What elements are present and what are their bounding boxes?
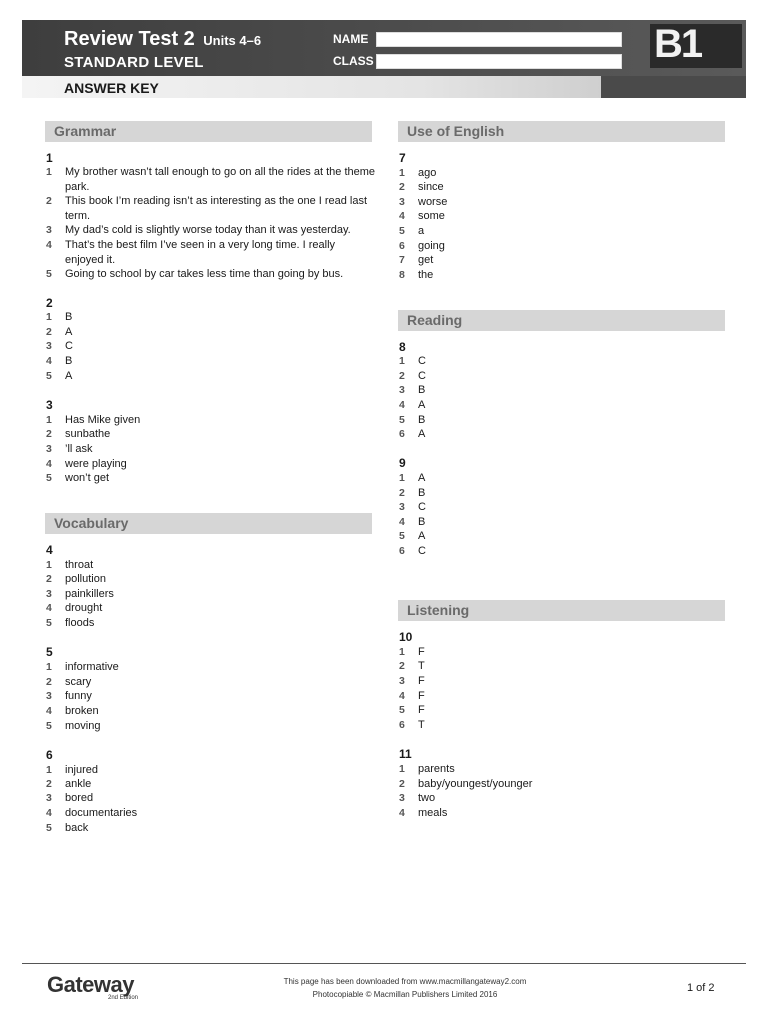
list-item: 5 F [399, 704, 425, 716]
list-item: 4 broken [46, 705, 99, 717]
list-item: 3 C [46, 340, 73, 352]
exercise-number: 2 [46, 296, 53, 310]
header-banner [22, 20, 746, 76]
exercise-number: 9 [399, 456, 406, 470]
list-item: 3 C [399, 501, 426, 513]
exercise-number: 3 [46, 398, 53, 412]
section-listening [398, 600, 725, 621]
list-item: 4 B [46, 355, 73, 367]
list-item: 4 B [399, 516, 426, 528]
exercise-number: 8 [399, 340, 406, 354]
title-units: Units 4–6 [203, 33, 262, 48]
section-title: Reading [407, 312, 463, 328]
list-item: 4 some [399, 210, 445, 222]
list-item: 4 That’s the best film I’ve seen in a very long time. I really enjoyed it. [46, 239, 336, 266]
list-item: 3 My dad’s cold is slightly worse today than it was yesterday. [46, 224, 351, 236]
list-item: 1 ago [399, 167, 437, 179]
list-item: 1 throat [46, 559, 94, 571]
list-item: 5 B [399, 414, 426, 426]
list-item: 5 A [46, 370, 73, 382]
list-item: 4 F [399, 690, 425, 702]
answer-key-label: ANSWER KEY [64, 80, 159, 96]
list-item: 8 the [399, 269, 434, 281]
section-title: Grammar [54, 123, 117, 139]
test-title [64, 28, 261, 51]
list-item: 5 Going to school by car takes less time than going by bus. [46, 268, 344, 280]
list-item: 2 C [399, 370, 426, 382]
footer-divider [22, 963, 746, 964]
list-item: 3 two [399, 792, 436, 804]
list-item: 5 a [399, 225, 425, 237]
list-item: 5 won’t get [46, 472, 110, 484]
section-grammar [45, 121, 372, 142]
list-item: 5 floods [46, 617, 95, 629]
list-item: 6 T [399, 719, 425, 731]
list-item: 6 C [399, 545, 426, 557]
exercise-number: 6 [46, 748, 53, 762]
list-item: 2 since [399, 181, 444, 193]
section-vocabulary [45, 513, 372, 534]
list-item: 3 ’ll ask [46, 443, 93, 455]
page-number: 1 of 2 [687, 982, 715, 994]
list-item: 4 documentaries [46, 807, 138, 819]
list-item: 1 B [46, 311, 73, 323]
section-use-of-english [398, 121, 725, 142]
list-item: 1 injured [46, 764, 99, 776]
list-item: 5 A [399, 530, 426, 542]
level-subtitle: STANDARD LEVEL [64, 54, 204, 71]
exercise-number: 4 [46, 543, 53, 557]
list-item: 4 meals [399, 807, 448, 819]
name-field[interactable] [376, 32, 622, 47]
list-item: 2 A [46, 326, 73, 338]
exercise-number: 11 [399, 747, 412, 761]
section-title: Use of English [407, 123, 505, 139]
list-item: 2 B [399, 487, 426, 499]
list-item: 1 informative [46, 661, 119, 673]
exercise-number: 7 [399, 151, 406, 165]
list-item: 4 A [399, 399, 426, 411]
list-item: 2 This book I’m reading isn’t as interesting as the one I read last term. [46, 195, 368, 222]
class-field[interactable] [376, 54, 622, 69]
list-item: 2 baby/youngest/younger [399, 778, 533, 790]
section-title: Vocabulary [54, 515, 129, 531]
list-item: 5 back [46, 822, 89, 834]
exercise-number: 5 [46, 645, 53, 659]
list-item: 4 were playing [46, 458, 127, 470]
download-note: This page has been downloaded from www.macmillangateway2.com [283, 977, 527, 986]
list-item: 3 worse [399, 196, 448, 208]
list-item: 1 F [399, 646, 425, 658]
exercise-number: 10 [399, 630, 413, 644]
list-item: 1 My brother wasn’t tall enough to go on all the rides at the theme park. [46, 166, 376, 193]
list-item: 1 parents [399, 763, 455, 775]
list-item: 1 A [399, 472, 426, 484]
gateway-logo: Gateway [47, 972, 134, 997]
list-item: 1 Has Mike given [46, 414, 141, 426]
section-reading [398, 310, 725, 331]
level-badge-text: B1 [654, 22, 702, 66]
list-item: 2 T [399, 660, 425, 672]
name-label: NAME [333, 32, 369, 46]
list-item: 2 pollution [46, 573, 106, 585]
list-item: 5 moving [46, 720, 101, 732]
list-item: 3 B [399, 384, 426, 396]
list-item: 2 scary [46, 676, 92, 688]
title-main: Review Test 2 [64, 28, 195, 50]
list-item: 3 bored [46, 792, 94, 804]
list-item: 2 sunbathe [46, 428, 111, 440]
list-item: 3 F [399, 675, 425, 687]
list-item: 7 get [399, 254, 434, 266]
section-title: Listening [407, 602, 470, 618]
copyright-note: Photocopiable © Macmillan Publishers Limited 2016 [312, 990, 498, 999]
list-item: 3 funny [46, 690, 92, 702]
list-item: 6 A [399, 428, 426, 440]
list-item: 6 going [399, 240, 445, 252]
list-item: 1 C [399, 355, 426, 367]
list-item: 2 ankle [46, 778, 92, 790]
list-item: 4 drought [46, 602, 103, 614]
exercise-number: 1 [46, 151, 53, 165]
list-item: 3 painkillers [46, 588, 114, 600]
edition-label: 2nd Edition [108, 995, 139, 1001]
class-label: CLASS [333, 54, 374, 68]
